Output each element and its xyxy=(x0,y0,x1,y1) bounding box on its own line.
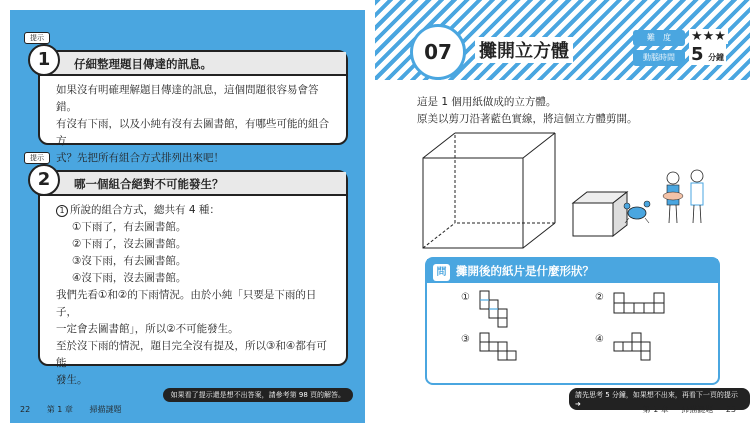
time-unit: 分鐘 xyxy=(708,53,725,62)
hint2-tag: 提示 xyxy=(24,152,50,164)
difficulty-stars: ★★★ xyxy=(691,29,726,44)
page-number: 23 xyxy=(725,405,736,414)
case-item: ②下雨了，沒去圖書館。 xyxy=(72,238,187,250)
case-item: ④沒下雨，沒去圖書館。 xyxy=(72,272,187,284)
hint2-line: 我們先看①和②的下雨情況。由於小純「只要是下雨的日子， xyxy=(56,289,317,318)
right-hint-note: 請先思考 5 分鐘，如果想不出來，再看下一頁的提示 ➜ xyxy=(569,388,750,410)
hint2-card xyxy=(38,170,348,386)
case-item: ①下雨了，有去圖書館。 xyxy=(72,221,187,233)
right-page xyxy=(375,0,750,433)
children-figures xyxy=(663,170,703,223)
net-option-4[interactable] xyxy=(613,332,663,372)
left-page-panel xyxy=(10,10,365,423)
page-number: 22 xyxy=(20,405,31,414)
hint2-number: 2 xyxy=(28,164,60,196)
option-label: ④ xyxy=(595,334,604,345)
hint1-number: 1 xyxy=(28,44,60,76)
question-text: 攤開後的紙片是什麼形狀？ xyxy=(456,264,594,278)
question-header xyxy=(427,259,718,283)
hint1-card xyxy=(38,50,348,164)
case-item: ③沒下雨，有去圖書館。 xyxy=(72,255,187,267)
left-footer xyxy=(20,404,135,415)
wireframe-cube xyxy=(423,133,555,248)
intro-line: 原美以剪刀沿著藍色實線，將這個立方體剪開。 xyxy=(417,113,638,125)
hint1-body xyxy=(40,76,346,173)
hint1-heading: 仔細整理題目傳達的訊息。 xyxy=(40,52,346,76)
question-badge: 問 xyxy=(433,264,450,281)
hint2-line: 至於沒下雨的情況，題目完全沒有提及，所以③和④都有可能 xyxy=(56,340,327,369)
hint1-line: 有沒有下雨，以及小純有沒有去圖書館，有哪些可能的組合方 xyxy=(56,118,329,147)
intro-line: 這是 1 個用紙做成的立方體。 xyxy=(417,96,557,108)
paper-cube xyxy=(573,192,627,236)
puzzle-number: 07 xyxy=(410,24,466,80)
puzzle-intro xyxy=(417,94,638,128)
hint2-heading: 哪一個組合絕對不可能發生？ xyxy=(40,172,346,196)
option-label: ① xyxy=(461,292,470,303)
time-value xyxy=(689,44,726,65)
hint1-line: 如果沒有明確理解題目傳達的訊息，這個問題很容易會答錯。 xyxy=(56,84,319,113)
puzzle-title: 攤開立方體 xyxy=(475,37,573,63)
hint2-intro: 所說的組合方式，總共有 4 種： xyxy=(70,204,220,216)
difficulty-label: 難 度 xyxy=(633,30,685,46)
chapter-title: 掃描謎題 xyxy=(681,405,714,414)
hint2-line: 發生。 xyxy=(56,374,88,386)
time-number: 5 xyxy=(691,44,704,65)
hint1-line: 式？先把所有組合方式排列出來吧！ xyxy=(56,152,224,164)
cube-illustration xyxy=(415,128,725,248)
chapter-label: 第 1 章 xyxy=(642,405,669,414)
time-label: 動腦時間 xyxy=(633,50,685,66)
hint-ref-circle: 1 xyxy=(56,205,68,217)
crab-icon xyxy=(624,201,650,223)
net-option-1[interactable] xyxy=(479,290,519,332)
option-label: ③ xyxy=(461,334,470,345)
chapter-label: 第 1 章 xyxy=(46,405,73,414)
net-option-2[interactable] xyxy=(613,292,683,322)
option-label: ② xyxy=(595,292,604,303)
right-footer xyxy=(633,404,736,415)
hint1-tag: 提示 xyxy=(24,32,50,44)
hint2-intro-line xyxy=(56,202,336,219)
left-answer-note: 如果看了提示還是想不出答案，請參考第 98 頁的解答。 xyxy=(163,388,353,402)
net-option-3[interactable] xyxy=(479,332,529,372)
hint2-body xyxy=(40,196,346,395)
hint2-line: 一定會去圖書館」，所以②不可能發生。 xyxy=(56,323,239,335)
chapter-title: 掃描謎題 xyxy=(89,405,122,414)
